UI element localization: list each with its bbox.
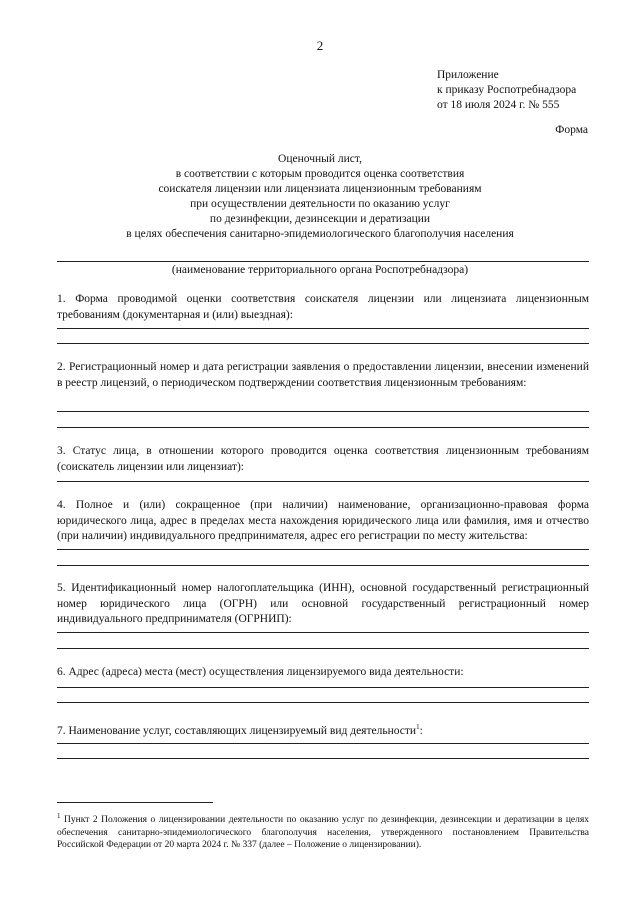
title-line-6: в целях обеспечения санитарно-эпидемиологического благополучия населения (126, 228, 514, 240)
title-line-2: в соответствии с которым проводится оценка соответствия (175, 168, 465, 180)
authority-caption: (наименование территориального органа Роспотребнадзора) (171, 264, 469, 276)
item-7-fill-line-1[interactable] (57, 743, 589, 744)
footnote-mark: 1 (57, 812, 61, 820)
item-7-text (57, 720, 589, 739)
page-number: 2 (316, 38, 324, 53)
title-line-5: по дезинфекции, дезинсекции и дератизации (209, 213, 431, 225)
appendix-block (437, 68, 576, 113)
title-line-1: Оценочный лист, (278, 153, 362, 165)
item-4-text: 4. Полное и (или) сокращенное (при наличии) наименование, организационно-правовая форма юридического лица, адрес в пределах места нахождения юридического лица или фамилия, имя и отчество (при наличии) индивидуального предпринимателя, адрес его регистрации по месту жительства: (57, 499, 589, 542)
item-6-text: 6. Адрес (адреса) места (мест) осуществления лицензируемого вида деятельности: (57, 666, 464, 678)
form-label: Форма (555, 124, 588, 136)
item-7-fill-line-2[interactable] (57, 758, 589, 759)
appendix-line-3: от 18 июля 2024 г. № 555 (437, 99, 560, 111)
appendix-line-1: Приложение (437, 69, 499, 81)
footnote-text: Пункт 2 Положения о лицензировании деятельности по оказанию услуг по дезинфекции, дезинсекции и дератизации в целях обеспечения санитарно-эпидемиологического благополучия населения, утвержденного постановлением Правительства Российской Федерации от 20 марта 2024 г. № 337 (далее – Положение о лицензировании). (57, 815, 590, 851)
item-5-fill-line-1[interactable] (57, 632, 589, 633)
item-1-text: 1. Форма проводимой оценки соответствия соискателя лицензии или лицензиата лицензионным требованиям (документарная и (или) выездная): (57, 293, 589, 321)
item-2-fill-line-2[interactable] (57, 427, 589, 428)
item-5-text: 5. Идентификационный номер налогоплательщика (ИНН), основной государственный регистрационный номер юридического лица (ОГРН) или основной государственный регистрационный номер индивидуального предпринимателя (ОГРНИП): (57, 582, 589, 625)
footnote (57, 810, 589, 852)
item-6-fill-line-1[interactable] (57, 687, 589, 688)
item-3-text: 3. Статус лица, в отношении которого проводится оценка соответствия лицензионным требованиям (соискатель лицензии или лицензиат): (57, 445, 589, 473)
item-3-fill-line-1[interactable] (57, 481, 589, 482)
item-1-fill-line-2[interactable] (57, 343, 589, 344)
item-5-fill-line-2[interactable] (57, 648, 589, 649)
authority-fill-line[interactable] (57, 261, 589, 262)
footnote-separator (57, 802, 213, 803)
item-2-text: 2. Регистрационный номер и дата регистрации заявления о предоставлении лицензии, внесении изменений в реестр лицензий, о периодическом подтверждении соответствия лицензионным требованиям: (57, 361, 589, 389)
item-7-label: 7. Наименование услуг, составляющих лицензируемый вид деятельности (57, 724, 417, 737)
item-1-fill-line-1[interactable] (57, 328, 589, 329)
document-title (0, 152, 640, 242)
item-7-colon: : (419, 724, 423, 737)
item-6-fill-line-2[interactable] (57, 702, 589, 703)
appendix-line-2: к приказу Роспотребнадзора (437, 84, 577, 96)
item-4-fill-line-2[interactable] (57, 565, 589, 566)
item-4-fill-line-1[interactable] (57, 549, 589, 550)
title-line-3: соискателя лицензии или лицензиата лицензионным требованиям (158, 183, 482, 195)
title-line-4: при осуществлении деятельности по оказанию услуг (190, 198, 450, 210)
item-2-fill-line-1[interactable] (57, 411, 589, 412)
footnote-ref-1: 1 (416, 723, 420, 731)
